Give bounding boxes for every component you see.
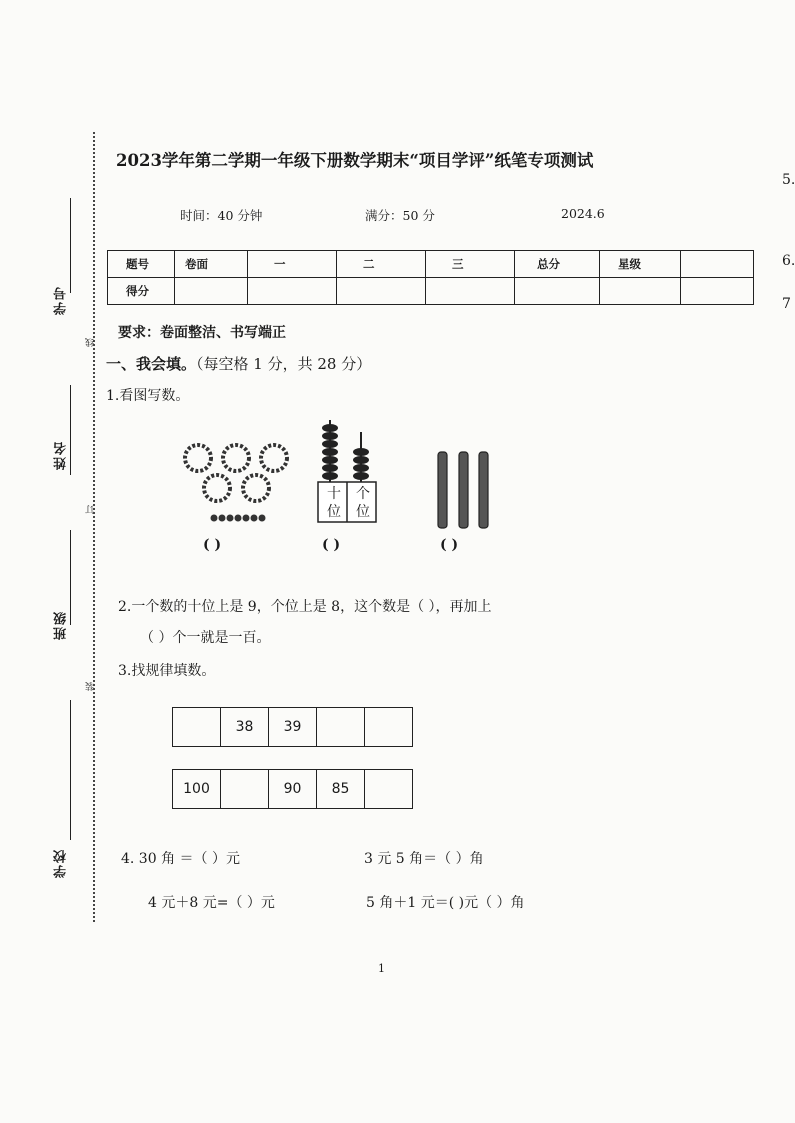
score-input-cell[interactable] xyxy=(681,278,754,305)
abacus-ones-label: 个位 xyxy=(356,486,370,520)
score-input-cell[interactable] xyxy=(600,278,681,305)
score-header-cell: 三 xyxy=(426,251,515,278)
exam-time: 时间：40 分钟 xyxy=(180,208,263,223)
q1-answer-blank-3[interactable]: ( ) xyxy=(440,537,459,553)
score-table-header-row xyxy=(108,251,754,278)
score-table xyxy=(107,250,754,305)
score-input-cell[interactable] xyxy=(337,278,426,305)
school-label: 学校 xyxy=(54,848,69,878)
student-no-line xyxy=(70,198,71,293)
q3-text: 3.找规律填数。 xyxy=(118,663,216,679)
sequence-cell: 38 xyxy=(221,708,269,747)
page-number: 1 xyxy=(378,962,385,975)
stick-bundles-image xyxy=(438,452,488,528)
score-input-cell[interactable] xyxy=(175,278,248,305)
score-input-cell[interactable] xyxy=(426,278,515,305)
q4-a: 4. 30 角 ＝（ ）元 xyxy=(121,851,240,867)
q1-text: 1.看图写数。 xyxy=(106,388,190,404)
score-input-cell[interactable] xyxy=(515,278,600,305)
binding-mark-line: 线 xyxy=(86,338,96,347)
binding-mark-ding: 订 xyxy=(86,505,96,514)
q4-b: 3 元 5 角＝（ ）角 xyxy=(364,851,484,867)
score-header-cell: 二 xyxy=(337,251,426,278)
q2-line-2: （ ）个一就是一百。 xyxy=(140,630,271,646)
score-header-cell: 星级 xyxy=(600,251,681,278)
sequence-table-1 xyxy=(172,707,413,747)
score-header-cell: 一 xyxy=(248,251,337,278)
score-input-cell[interactable] xyxy=(248,278,337,305)
section-1-title: 一、我会填。 xyxy=(106,355,197,373)
score-table-row xyxy=(108,278,754,305)
name-label: 姓名 xyxy=(54,440,69,470)
sequence-cell[interactable] xyxy=(317,708,365,747)
edge-number: 6. xyxy=(782,253,795,269)
q4-c: 4 元＋8 元=（ ）元 xyxy=(148,895,275,911)
exam-date: 2024.6 xyxy=(561,206,605,221)
sequence-cell[interactable] xyxy=(173,708,221,747)
abacus-tens-label: 十位 xyxy=(327,486,341,520)
score-header-cell: 题号 xyxy=(108,251,175,278)
sequence-cell: 100 xyxy=(173,770,221,809)
school-line xyxy=(70,700,71,840)
student-no-label: 学号 xyxy=(54,285,69,315)
score-header-cell: 总分 xyxy=(515,251,600,278)
sequence-cell[interactable] xyxy=(221,770,269,809)
binding-dotted-line xyxy=(93,132,95,922)
q1-answer-blank-2[interactable]: ( ) xyxy=(322,537,341,553)
q4-d: 5 角＋1 元＝( )元（ ）角 xyxy=(366,895,525,911)
score-header-cell xyxy=(681,251,754,278)
sequence-cell: 90 xyxy=(269,770,317,809)
q1-illustrations xyxy=(178,410,518,535)
sequence-table-2 xyxy=(172,769,413,809)
exam-title: 2023学年第二学期一年级下册数学期末“项目学评”纸笔专项测试 xyxy=(116,151,594,170)
section-1-heading xyxy=(106,353,371,374)
sequence-cell: 85 xyxy=(317,770,365,809)
requirement-text: 要求：卷面整洁、书写端正 xyxy=(118,325,286,341)
bead-rings-image xyxy=(185,445,287,501)
sequence-cell: 39 xyxy=(269,708,317,747)
edge-number: 7 xyxy=(782,296,791,312)
score-row-label: 得分 xyxy=(108,278,175,305)
sequence-cell[interactable] xyxy=(365,770,413,809)
score-header-cell: 卷面 xyxy=(175,251,248,278)
binding-mark-zhuang: 装 xyxy=(86,682,96,691)
edge-number: 5. xyxy=(782,172,795,188)
section-1-note: （每空格 1 分，共 28 分） xyxy=(196,355,372,373)
sequence-cell[interactable] xyxy=(365,708,413,747)
q1-answer-blank-1[interactable]: ( ) xyxy=(203,537,222,553)
single-beads-image xyxy=(211,515,266,522)
exam-full-score: 满分：50 分 xyxy=(365,208,435,223)
q2-line-1: 2.一个数的十位上是 9，个位上是 8，这个数是（ ），再加上 xyxy=(118,599,492,615)
class-label: 班级 xyxy=(54,610,69,640)
